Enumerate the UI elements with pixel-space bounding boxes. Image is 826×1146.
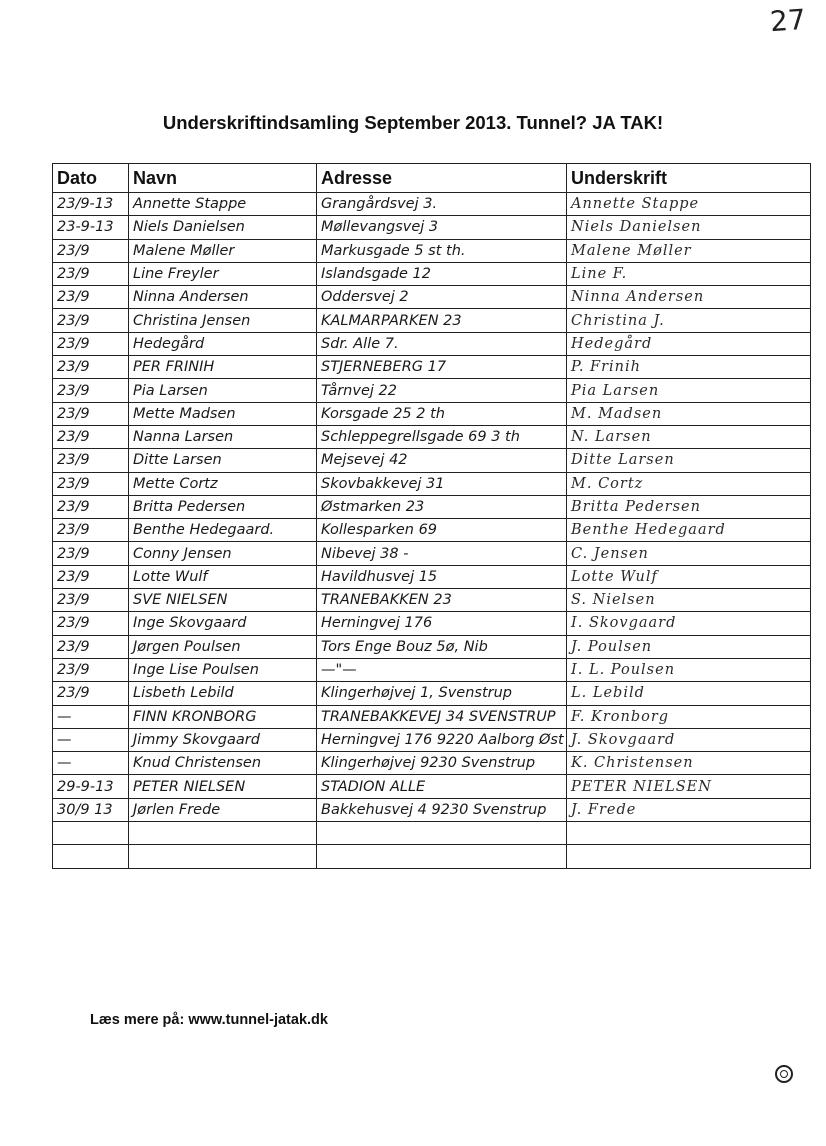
cell-address xyxy=(317,822,567,845)
cell-signature: F. Kronborg xyxy=(567,705,811,728)
cell-date: 23/9 xyxy=(53,682,129,705)
cell-name: Pia Larsen xyxy=(129,379,317,402)
cell-address: Tors Enge Bouz 5ø, Nib xyxy=(317,635,567,658)
cell-signature xyxy=(567,822,811,845)
cell-name: Ditte Larsen xyxy=(129,449,317,472)
cell-name: Benthe Hedegaard. xyxy=(129,519,317,542)
cell-name: Knud Christensen xyxy=(129,752,317,775)
column-header-name: Navn xyxy=(129,164,317,193)
cell-address: Mejsevej 42 xyxy=(317,449,567,472)
cell-name: PETER NIELSEN xyxy=(129,775,317,798)
cell-address: Klingerhøjvej 1, Svenstrup xyxy=(317,682,567,705)
table-row xyxy=(53,845,811,868)
cell-date: 23/9 xyxy=(53,286,129,309)
cell-date: 23/9 xyxy=(53,495,129,518)
table-row xyxy=(53,495,811,518)
cell-date: 29-9-13 xyxy=(53,775,129,798)
table-row xyxy=(53,402,811,425)
cell-signature xyxy=(567,845,811,868)
footer-link-text: Læs mere på: www.tunnel-jatak.dk xyxy=(90,1012,328,1028)
table-row xyxy=(53,425,811,448)
cell-name: Hedegård xyxy=(129,332,317,355)
cell-name: Jimmy Skovgaard xyxy=(129,728,317,751)
circle-mark xyxy=(775,1065,793,1083)
cell-signature: M. Cortz xyxy=(567,472,811,495)
cell-address: Møllevangsvej 3 xyxy=(317,216,567,239)
cell-date: 23/9 xyxy=(53,635,129,658)
cell-address: Bakkehusvej 4 9230 Svenstrup xyxy=(317,798,567,821)
table-header-row xyxy=(53,164,811,193)
column-header-signature: Underskrift xyxy=(567,164,811,193)
cell-signature: Malene Møller xyxy=(567,239,811,262)
table-row xyxy=(53,612,811,635)
table-row xyxy=(53,193,811,216)
table-row xyxy=(53,286,811,309)
cell-signature: S. Nielsen xyxy=(567,589,811,612)
cell-date: 23/9 xyxy=(53,542,129,565)
cell-address: Schleppegrellsgade 69 3 th xyxy=(317,425,567,448)
cell-date: 23/9 xyxy=(53,332,129,355)
cell-address: TRANEBAKKEVEJ 34 SVENSTRUP xyxy=(317,705,567,728)
cell-address: Østmarken 23 xyxy=(317,495,567,518)
cell-date: 23-9-13 xyxy=(53,216,129,239)
cell-address: Kollesparken 69 xyxy=(317,519,567,542)
cell-signature: K. Christensen xyxy=(567,752,811,775)
signature-table xyxy=(52,163,811,869)
table-row xyxy=(53,332,811,355)
table-row xyxy=(53,356,811,379)
cell-address: —"— xyxy=(317,658,567,681)
cell-date: — xyxy=(53,752,129,775)
cell-signature: I. L. Poulsen xyxy=(567,658,811,681)
cell-date: 23/9 xyxy=(53,519,129,542)
cell-address: KALMARPARKEN 23 xyxy=(317,309,567,332)
cell-address: Skovbakkevej 31 xyxy=(317,472,567,495)
cell-signature: M. Madsen xyxy=(567,402,811,425)
cell-signature: Line F. xyxy=(567,262,811,285)
cell-name: Mette Cortz xyxy=(129,472,317,495)
cell-signature: Benthe Hedegaard xyxy=(567,519,811,542)
document-title: Underskriftindsamling September 2013. Tunnel? JA TAK! xyxy=(162,112,664,133)
cell-address: Korsgade 25 2 th xyxy=(317,402,567,425)
page-number: 27 xyxy=(768,2,807,39)
cell-address: STJERNEBERG 17 xyxy=(317,356,567,379)
cell-signature: J. Skovgaard xyxy=(567,728,811,751)
cell-name: SVE NIELSEN xyxy=(129,589,317,612)
cell-address: Oddersvej 2 xyxy=(317,286,567,309)
table-row xyxy=(53,798,811,821)
cell-name: Ninna Andersen xyxy=(129,286,317,309)
cell-address: Herningvej 176 xyxy=(317,612,567,635)
cell-signature: J. Poulsen xyxy=(567,635,811,658)
cell-address: Klingerhøjvej 9230 Svenstrup xyxy=(317,752,567,775)
cell-address: Islandsgade 12 xyxy=(317,262,567,285)
cell-date: 23/9 xyxy=(53,589,129,612)
cell-signature: Ditte Larsen xyxy=(567,449,811,472)
cell-date: 23/9 xyxy=(53,449,129,472)
table-row xyxy=(53,635,811,658)
table-row xyxy=(53,565,811,588)
cell-name xyxy=(129,845,317,868)
cell-signature: P. Frinih xyxy=(567,356,811,379)
cell-name: Christina Jensen xyxy=(129,309,317,332)
table-row xyxy=(53,519,811,542)
cell-date: — xyxy=(53,728,129,751)
table-row xyxy=(53,309,811,332)
cell-date: 23/9 xyxy=(53,262,129,285)
cell-date: 23/9 xyxy=(53,356,129,379)
table-row xyxy=(53,542,811,565)
cell-name: Lisbeth Lebild xyxy=(129,682,317,705)
cell-date: 23/9 xyxy=(53,425,129,448)
cell-name: PER FRINIH xyxy=(129,356,317,379)
table-row xyxy=(53,216,811,239)
cell-signature: Lotte Wulf xyxy=(567,565,811,588)
cell-date: 23/9 xyxy=(53,402,129,425)
cell-address: Herningvej 176 9220 Aalborg Øst xyxy=(317,728,567,751)
table-body xyxy=(53,193,811,869)
cell-name: Inge Lise Poulsen xyxy=(129,658,317,681)
cell-name: Nanna Larsen xyxy=(129,425,317,448)
cell-signature: Hedegård xyxy=(567,332,811,355)
cell-name: Britta Pedersen xyxy=(129,495,317,518)
cell-signature: Niels Danielsen xyxy=(567,216,811,239)
table-row xyxy=(53,239,811,262)
cell-address: Nibevej 38 - xyxy=(317,542,567,565)
cell-address: Grangårdsvej 3. xyxy=(317,193,567,216)
cell-signature: Britta Pedersen xyxy=(567,495,811,518)
column-header-date: Dato xyxy=(53,164,129,193)
cell-date: — xyxy=(53,705,129,728)
cell-signature: Annette Stappe xyxy=(567,193,811,216)
table-row xyxy=(53,658,811,681)
cell-name: Annette Stappe xyxy=(129,193,317,216)
cell-address: TRANEBAKKEN 23 xyxy=(317,589,567,612)
cell-date: 23/9 xyxy=(53,379,129,402)
cell-signature: Pia Larsen xyxy=(567,379,811,402)
table-row xyxy=(53,728,811,751)
cell-date: 23/9 xyxy=(53,472,129,495)
cell-signature: N. Larsen xyxy=(567,425,811,448)
cell-signature: C. Jensen xyxy=(567,542,811,565)
table-row xyxy=(53,262,811,285)
cell-date: 23/9 xyxy=(53,239,129,262)
cell-date: 23/9-13 xyxy=(53,193,129,216)
cell-name: Jørlen Frede xyxy=(129,798,317,821)
cell-date xyxy=(53,822,129,845)
cell-name: Conny Jensen xyxy=(129,542,317,565)
cell-date: 23/9 xyxy=(53,612,129,635)
table-row xyxy=(53,822,811,845)
cell-name: Jørgen Poulsen xyxy=(129,635,317,658)
table-row xyxy=(53,589,811,612)
table-row xyxy=(53,775,811,798)
cell-address: Sdr. Alle 7. xyxy=(317,332,567,355)
table-row xyxy=(53,472,811,495)
cell-name xyxy=(129,822,317,845)
cell-signature: J. Frede xyxy=(567,798,811,821)
cell-signature: PETER NIELSEN xyxy=(567,775,811,798)
cell-name: Malene Møller xyxy=(129,239,317,262)
cell-name: Mette Madsen xyxy=(129,402,317,425)
cell-name: Line Freyler xyxy=(129,262,317,285)
cell-address: Tårnvej 22 xyxy=(317,379,567,402)
column-header-address: Adresse xyxy=(317,164,567,193)
cell-date: 30/9 13 xyxy=(53,798,129,821)
cell-signature: L. Lebild xyxy=(567,682,811,705)
table-row xyxy=(53,449,811,472)
table-row xyxy=(53,705,811,728)
cell-name: Niels Danielsen xyxy=(129,216,317,239)
cell-signature: I. Skovgaard xyxy=(567,612,811,635)
cell-date: 23/9 xyxy=(53,309,129,332)
cell-address: STADION ALLE xyxy=(317,775,567,798)
cell-address xyxy=(317,845,567,868)
cell-address: Havildhusvej 15 xyxy=(317,565,567,588)
cell-address: Markusgade 5 st th. xyxy=(317,239,567,262)
cell-name: Lotte Wulf xyxy=(129,565,317,588)
cell-signature: Ninna Andersen xyxy=(567,286,811,309)
cell-date xyxy=(53,845,129,868)
cell-date: 23/9 xyxy=(53,658,129,681)
cell-name: Inge Skovgaard xyxy=(129,612,317,635)
cell-signature: Christina J. xyxy=(567,309,811,332)
table-row xyxy=(53,379,811,402)
table-row xyxy=(53,752,811,775)
cell-name: FINN KRONBORG xyxy=(129,705,317,728)
cell-date: 23/9 xyxy=(53,565,129,588)
table-row xyxy=(53,682,811,705)
